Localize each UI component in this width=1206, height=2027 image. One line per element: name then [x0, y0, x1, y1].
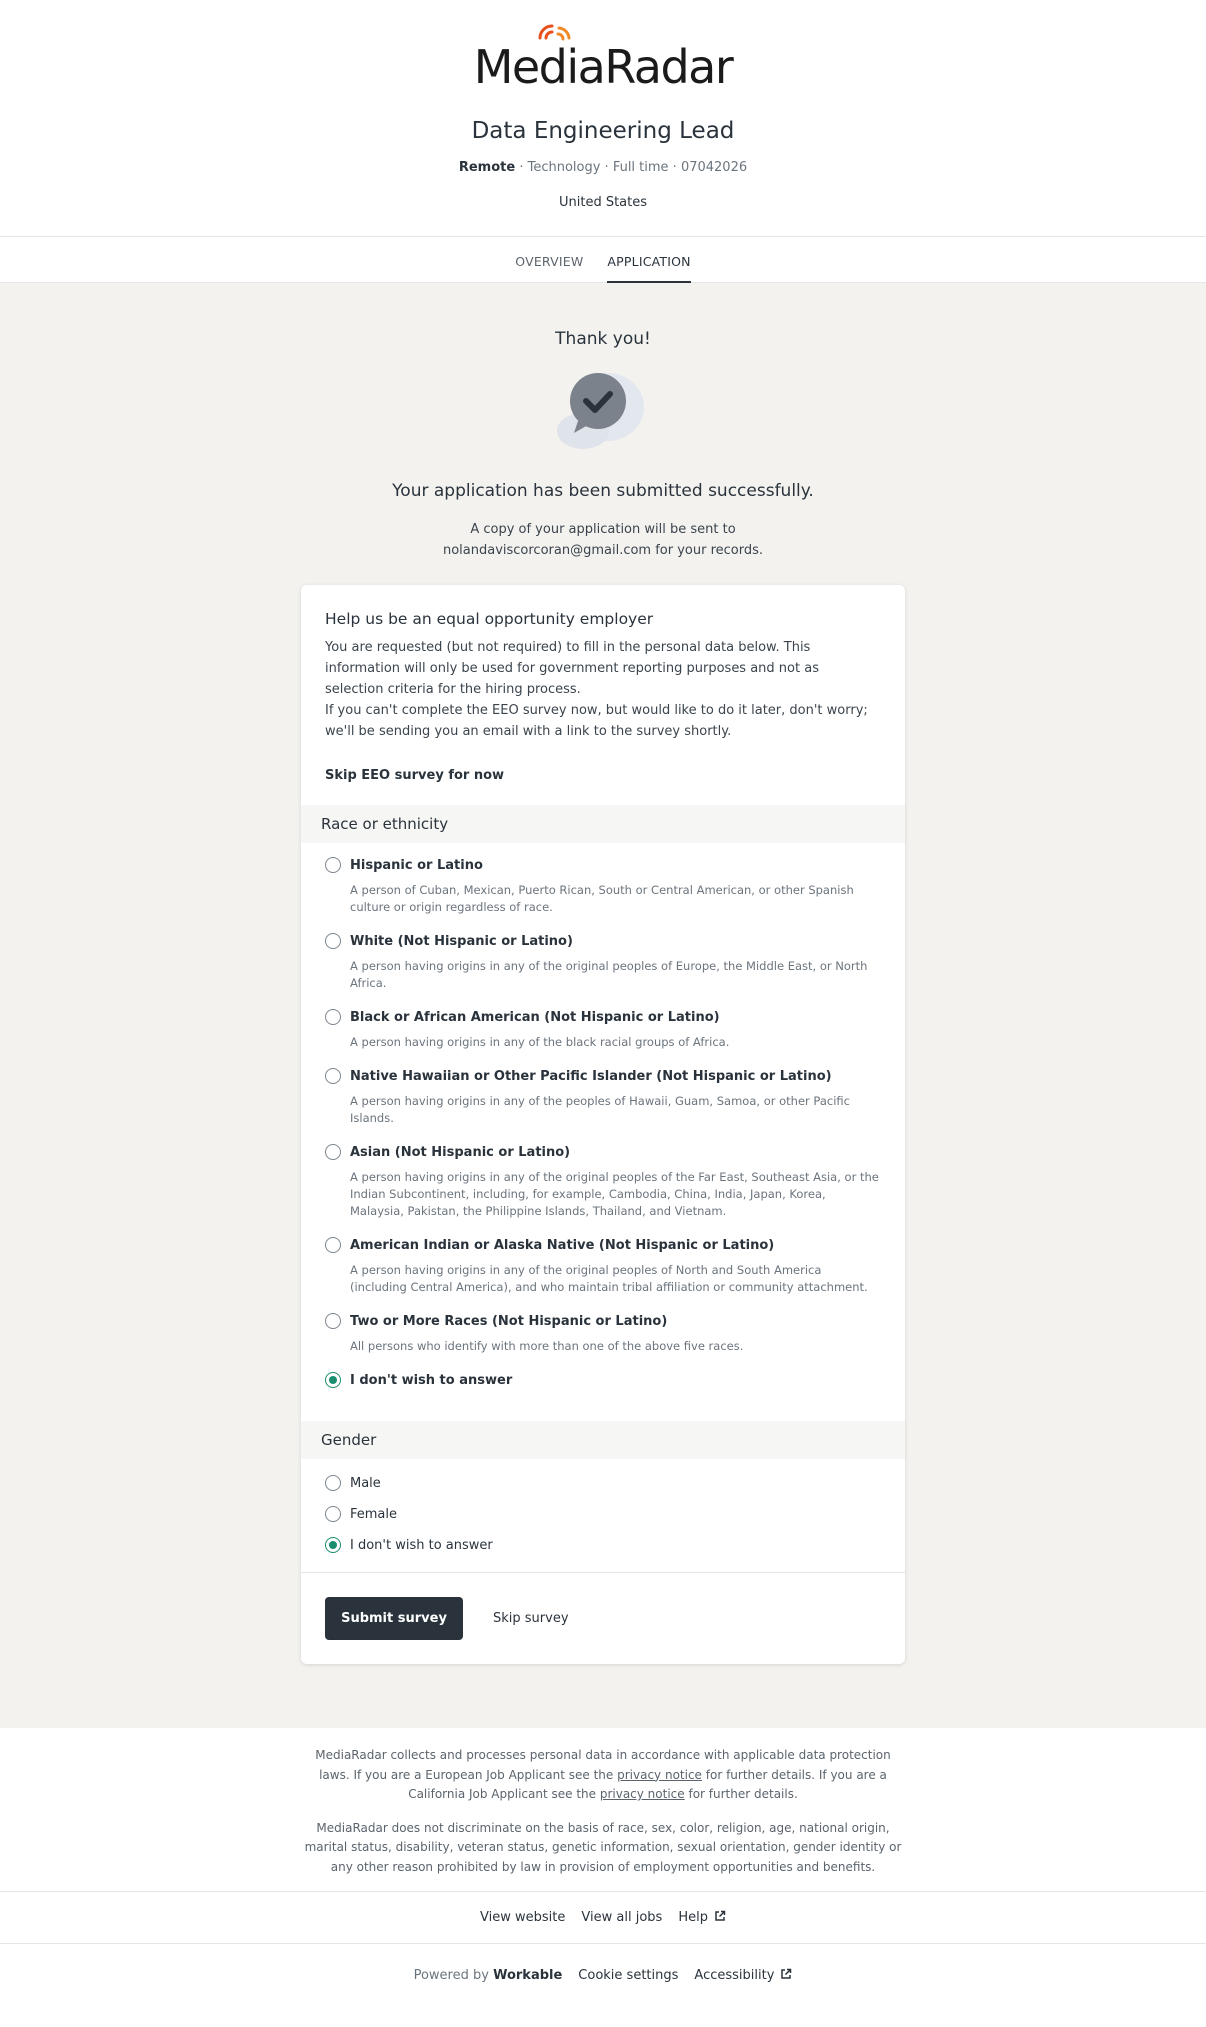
radio-row[interactable]	[325, 857, 881, 873]
radio-button[interactable]	[325, 933, 341, 949]
radio-button[interactable]	[325, 1068, 341, 1084]
view-all-jobs-link[interactable]: View all jobs	[581, 1910, 663, 1925]
radio-selected[interactable]	[325, 1372, 341, 1388]
radio-label[interactable]: Hispanic or Latino	[350, 857, 483, 873]
view-website-link[interactable]: View website	[480, 1910, 566, 1925]
eeo-paragraph-1: You are requested (but not required) to fill in the personal data below. This information will only be used for government reporting purposes and not as selection criteria for the hiring process.	[325, 640, 819, 697]
radio-option[interactable]	[325, 933, 881, 992]
privacy-notice-link-ca[interactable]: privacy notice	[599, 1787, 685, 1801]
workable-link[interactable]: Workable	[493, 1967, 563, 1983]
tab-overview[interactable]: OVERVIEW	[515, 254, 584, 269]
privacy-text-c: for further details.	[684, 1787, 798, 1801]
skip-survey-button[interactable]: Skip survey	[493, 1611, 569, 1626]
radio-selected[interactable]	[325, 1537, 341, 1553]
accessibility-link[interactable]	[694, 1968, 792, 1983]
radio-option[interactable]	[325, 1313, 881, 1355]
radio-option[interactable]	[325, 1475, 881, 1491]
radio-option[interactable]	[325, 1237, 881, 1296]
radio-button[interactable]	[325, 1506, 341, 1522]
radio-row[interactable]	[325, 1313, 881, 1329]
chat-check-icon	[548, 369, 658, 459]
privacy-text-b: for further details. If you are a California Job Applicant see the	[408, 1767, 887, 1801]
radio-description: A person having origins in any of the black racial groups of Africa.	[350, 1035, 730, 1049]
success-line-1: A copy of your application will be sent to	[470, 522, 736, 537]
powered-by-label: Powered by	[413, 1967, 494, 1983]
radio-button[interactable]	[325, 857, 341, 873]
legal-notice	[0, 1728, 1206, 1892]
gender-options	[301, 1459, 905, 1572]
race-section-heading: Race or ethnicity	[301, 805, 905, 843]
race-options	[301, 843, 905, 1421]
radio-description: A person having origins in any of the peoples of Hawaii, Guam, Samoa, or other Pacific Islands.	[350, 1094, 850, 1125]
radio-option[interactable]	[325, 1372, 881, 1388]
radio-row[interactable]	[325, 933, 881, 949]
powered-by	[414, 1968, 563, 1983]
radio-button[interactable]	[325, 1313, 341, 1329]
radio-label[interactable]: Asian (Not Hispanic or Latino)	[350, 1144, 571, 1160]
gender-section-heading: Gender	[301, 1421, 905, 1459]
radio-label[interactable]: Female	[350, 1506, 398, 1522]
main-content	[0, 283, 1206, 1728]
radio-button[interactable]	[325, 1475, 341, 1491]
privacy-text-a: MediaRadar collects and processes personal data in accordance with applicable data protection laws. If you are a European Job Applicant see the	[315, 1748, 891, 1782]
radio-button[interactable]	[325, 1237, 341, 1253]
tab-bar	[0, 236, 1206, 283]
radio-row[interactable]	[325, 1506, 881, 1522]
company-logo[interactable]	[458, 22, 748, 94]
thank-you-heading: Thank you!	[555, 329, 651, 349]
skip-eeo-link[interactable]: Skip EEO survey for now	[325, 768, 505, 783]
footer-links	[0, 1892, 1206, 1944]
radio-label[interactable]: I don't wish to answer	[350, 1537, 493, 1553]
radio-button[interactable]	[325, 1144, 341, 1160]
eeo-paragraph-2: If you can't complete the EEO survey now, but would like to do it later, don't worry; we'll be sending you an email with a link to the survey shortly.	[325, 703, 868, 739]
radio-row[interactable]	[325, 1068, 881, 1084]
job-meta-details: · Technology · Full time · 07042026	[515, 160, 748, 175]
help-link[interactable]	[678, 1910, 726, 1925]
radio-label[interactable]: Male	[350, 1475, 381, 1491]
radio-row[interactable]	[325, 1237, 881, 1253]
job-header	[0, 0, 1206, 236]
radio-label[interactable]: Two or More Races (Not Hispanic or Latino)	[350, 1313, 668, 1329]
non-discrimination-paragraph: MediaRadar does not discriminate on the basis of race, sex, color, religion, age, national origin, marital status, disability, veteran status, genetic information, sexual orientation, gender identity or any other reason prohibited by law in provision of employment opportunities and benefits.	[304, 1820, 902, 1874]
company-logo-text: MediaRadar	[473, 40, 733, 94]
radio-label[interactable]: Black or African American (Not Hispanic or Latino)	[350, 1009, 720, 1025]
job-meta	[0, 160, 1206, 175]
success-line-2: nolandaviscorcoran@gmail.com for your records.	[442, 543, 764, 558]
job-location: United States	[558, 195, 648, 210]
success-title: Your application has been submitted successfully.	[392, 481, 814, 501]
job-workplace: Remote	[458, 160, 516, 175]
radio-row[interactable]	[325, 1144, 881, 1160]
radio-description: A person of Cuban, Mexican, Puerto Rican, South or Central American, or other Spanish culture or origin regardless of race.	[350, 883, 854, 914]
radio-label[interactable]: White (Not Hispanic or Latino)	[350, 933, 573, 949]
radio-row[interactable]	[325, 1372, 881, 1388]
radio-description: All persons who identify with more than one of the above five races.	[350, 1339, 744, 1353]
job-title: Data Engineering Lead	[471, 118, 735, 144]
eeo-heading: Help us be an equal opportunity employer	[325, 610, 654, 628]
success-subtext	[0, 519, 1206, 561]
radio-option[interactable]	[325, 1068, 881, 1127]
submit-survey-button[interactable]: Submit survey	[325, 1597, 463, 1640]
radio-description: A person having origins in any of the original peoples of North and South America (including Central America), and who maintain tribal affiliation or community attachment.	[350, 1263, 868, 1294]
bottom-bar	[0, 1944, 1206, 2006]
radio-option[interactable]	[325, 1144, 881, 1220]
external-link-icon	[780, 1968, 792, 1980]
privacy-paragraph	[303, 1746, 903, 1805]
radio-row[interactable]	[325, 1475, 881, 1491]
radio-option[interactable]	[325, 1506, 881, 1522]
radio-description: A person having origins in any of the original peoples of Europe, the Middle East, or North Africa.	[350, 959, 868, 990]
radio-description: A person having origins in any of the original peoples of the Far East, Southeast Asia, or the Indian Subcontinent, including, for example, Cambodia, China, India, Japan, Korea, Malaysia, Pakistan, the Philippine Islands, Thailand, and Vietnam.	[350, 1170, 879, 1218]
radio-option[interactable]	[325, 1009, 881, 1051]
radio-row[interactable]	[325, 1537, 881, 1553]
accessibility-label: Accessibility	[694, 1967, 775, 1983]
radio-label[interactable]: American Indian or Alaska Native (Not Hispanic or Latino)	[350, 1237, 775, 1253]
survey-actions	[301, 1572, 905, 1664]
eeo-survey-card	[301, 585, 905, 1664]
radio-option[interactable]	[325, 857, 881, 916]
privacy-notice-link-eu[interactable]: privacy notice	[617, 1767, 702, 1782]
help-label: Help	[678, 1910, 708, 1925]
external-link-icon	[714, 1910, 726, 1922]
tab-application[interactable]: APPLICATION	[607, 237, 690, 283]
radio-row[interactable]	[325, 1009, 881, 1025]
radio-button[interactable]	[325, 1009, 341, 1025]
radio-option[interactable]	[325, 1537, 881, 1553]
radio-label[interactable]: Native Hawaiian or Other Pacific Islander (Not Hispanic or Latino)	[350, 1068, 832, 1084]
cookie-settings-link[interactable]: Cookie settings	[578, 1967, 679, 1983]
radio-label[interactable]: I don't wish to answer	[350, 1372, 513, 1388]
